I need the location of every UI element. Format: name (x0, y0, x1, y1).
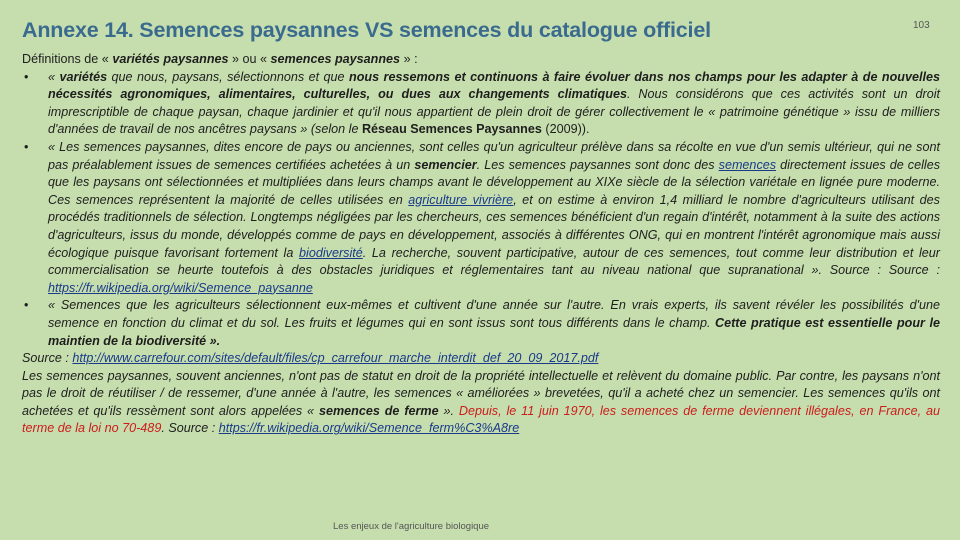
item-bold-source: Réseau Semences Paysannes (361, 122, 542, 137)
item-text: (2009)). (541, 122, 590, 137)
closing-text: ». (438, 403, 459, 418)
link-source-semence-fermiere[interactable]: https://fr.wikipedia.org/wiki/Semence_ferm%C3%A8re (218, 421, 520, 436)
link-agriculture-vivriere[interactable]: agriculture vivrière (408, 192, 514, 207)
item-bold: Cette pratique est essentielle pour le maintien de la biodiversité (48, 315, 940, 348)
intro-term-semences: semences paysannes (270, 52, 401, 66)
definitions-intro (22, 51, 940, 69)
closing-paragraph (22, 368, 940, 438)
item-bold: semencier (414, 157, 477, 172)
page-number: 103 (913, 20, 930, 31)
item-text: ». (206, 333, 221, 348)
slide-body (22, 51, 940, 438)
source-label: Source : (22, 351, 73, 366)
slide-title: Annexe 14. Semences paysannes VS semences du catalogue officiel (22, 18, 711, 42)
definitions-list (22, 69, 940, 351)
closing-text: Les semences paysannes, souvent anciennes, n'ont pas de statut en droit de la propriété intellectuelle et relèvent du domaine public. Par contre, les paysans n'ont pas le droit de réutiliser / de ressemer, d'une année à l'autre, les semences « améliorées » brevetées, qu'il a acheté chez un semencier. Les semences qu'ils ont achetées et qu'ils ressèment sont alors appelées « (22, 368, 940, 418)
item-text: « Semences que les agriculteurs sélectionnent eux-mêmes et cultivent d'une année sur l'autre. En vrais experts, ils savent révéler les possibilités d'une semence en fonction du climat et du sol. Les fruits et légumes qui en sont issus sont tous différents dans le champ. (48, 298, 940, 330)
intro-term-varietes: variétés paysannes (112, 52, 229, 66)
closing-bold: semences de ferme (318, 403, 439, 418)
definition-item-reseau (22, 69, 940, 139)
definition-item-carrefour (22, 297, 940, 350)
item-bold: variétés (59, 69, 108, 84)
bullet-icon: • (24, 139, 29, 154)
source-carrefour (22, 350, 940, 368)
item-text: « (48, 69, 60, 84)
item-text: . La recherche, souvent participative, autour de ces semences, tout comme leur distribution et leur commercialisation se heurte toutefois à des obstacles juridiques et réglementaires tant au niveau national que supranational ». Source : Source : (48, 245, 940, 278)
item-text: , et on estime à environ 1,4 milliard le nombre d'agriculteurs utilisant des procédés traditionnels de sélection. Longtemps négligées par les chercheurs, ces semences bénéficient d'un regain d'intérêt, notamment à la suite des actions d'agriculteurs, issus du monde, développés comme de pays en développement, associés à différentes ONG, qui en montrent l'intérêt agronomique mais aussi écologique puisque favorisant fortement la (48, 192, 940, 260)
link-biodiversite[interactable]: biodiversité (299, 245, 363, 260)
item-text: . Les semences paysannes sont donc des (476, 157, 719, 172)
intro-text: Définitions de « (22, 52, 113, 66)
intro-text: » : (400, 52, 418, 66)
intro-text: » ou « (228, 52, 271, 66)
link-source-carrefour[interactable]: http://www.carrefour.com/sites/default/files/cp_carrefour_marche_interdit_def_20_09_2017.pdf (72, 351, 599, 366)
closing-text: . Source : (161, 421, 219, 436)
item-text: que nous, paysans, sélectionnons et que (107, 69, 350, 84)
link-semences[interactable]: semences (718, 157, 777, 172)
link-source-semence-paysanne[interactable]: https://fr.wikipedia.org/wiki/Semence_paysanne (48, 280, 313, 295)
closing-red-text: Depuis, le 11 juin 1970, les semences de ferme deviennent illégales, en France, au terme de la loi no 70-489 (22, 403, 940, 436)
item-text: directement issues de celles que les paysans ont sélectionnées et multipliées dans leurs champs avant le développement au XIXe siècle de la sélection variétale en lignée pure moderne. Ces semences représentent la majorité de celles utilisées en (48, 157, 941, 207)
bullet-icon: • (24, 298, 29, 313)
slide-footer: Les enjeux de l'agriculture biologique (333, 521, 490, 532)
item-text: « Les semences paysannes, dites encore de pays ou anciennes, sont celles qu'un agriculteur prélève dans sa récolte en vue d'un semis ultérieur, qui ne sont pas préalablement issues de semences certifiées achetées à un (48, 139, 940, 172)
item-bold: nous ressemons et continuons à faire évoluer dans nos champs pour les adapter à de nouvelles nécessités agronomiques, alimentaires, culturelles, ou dues aux changements climatiques (48, 69, 940, 102)
definition-item-wikipedia (22, 139, 940, 297)
item-text: . Nous considérons que ces activités sont un droit imprescriptible de chaque paysan, chaque jardinier et qu'il nous appartient de plein droit de gérer collectivement le « patrimoine génétique » issu de milliers d'années de travail de nos ancêtres paysans » (selon le (48, 87, 940, 137)
bullet-icon: • (24, 69, 29, 84)
